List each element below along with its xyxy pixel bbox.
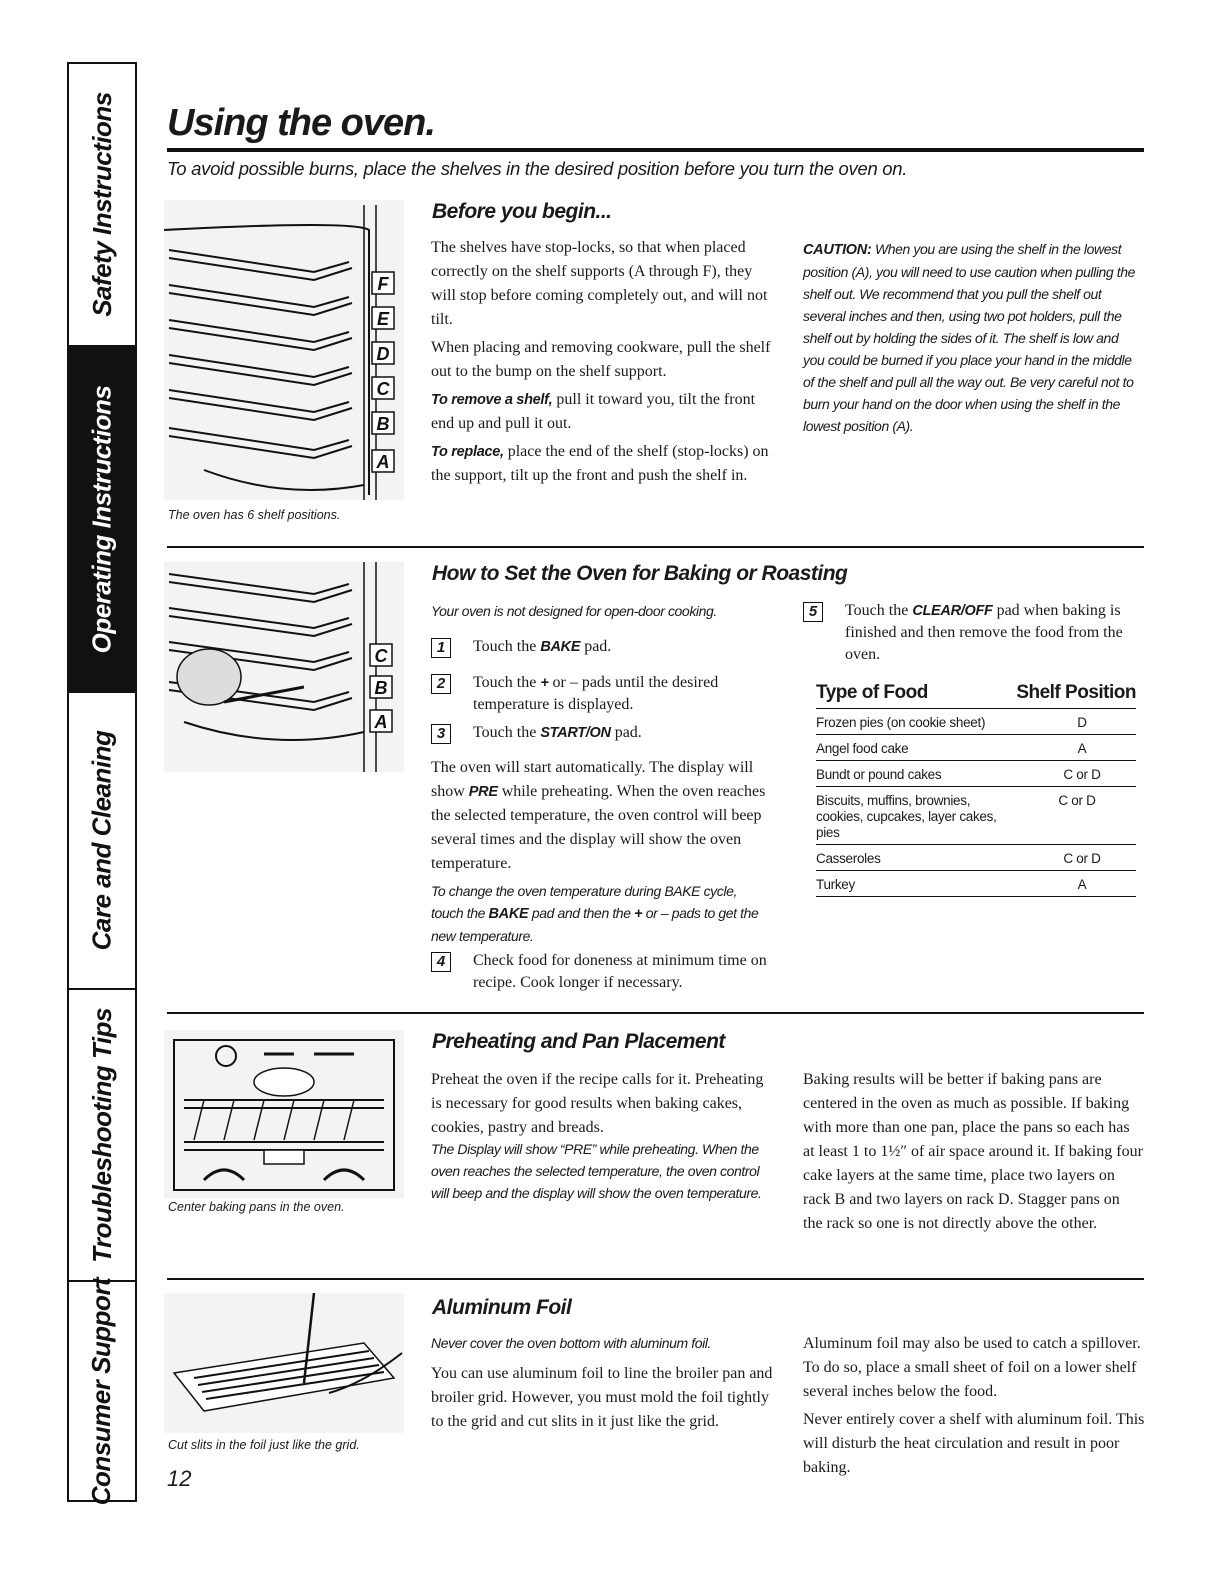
section-tab-bar <box>67 62 137 1505</box>
table-row: Biscuits, muffins, brownies, cookies, cupcakes, layer cakes, pies C or D <box>816 787 1136 845</box>
preheating-heading: Preheating and Pan Placement <box>432 1030 725 1053</box>
preheat-display-note: The Display will show “PRE” while preheating. When the oven reaches the selected temperature, the oven control will beep and the display will show the oven temperature. <box>431 1141 762 1201</box>
table-row: Turkey A <box>816 871 1136 897</box>
shelf-positions-caption: The oven has 6 shelf positions. <box>168 508 341 522</box>
shelf-label-c: C <box>376 379 390 399</box>
oven-shelves-illustration <box>164 200 404 500</box>
shelf-label-e: E <box>376 309 390 329</box>
title-rule <box>167 148 1144 152</box>
tab-consumer-support[interactable]: Consumer Support <box>86 1277 117 1505</box>
foil-grid-illustration <box>164 1293 404 1433</box>
preheating-text: Preheat the oven if the recipe calls for it. Preheating is necessary for good results when baking cakes, cookies, pastry and breads. <box>431 1071 764 1136</box>
shelf-label-d: D <box>376 344 390 364</box>
before-you-begin-heading: Before you begin... <box>432 200 612 223</box>
foil-warning: Never cover the oven bottom with aluminum foil. <box>431 1335 711 1351</box>
tab-safety-instructions[interactable]: Safety Instructions <box>69 64 135 347</box>
tab-operating-instructions[interactable]: Operating Instructions <box>69 347 135 693</box>
table-row: Frozen pies (on cookie sheet) D <box>816 709 1136 735</box>
shelf-label-a: A <box>374 712 388 732</box>
change-temp-note: To change the oven temperature during BAKE cycle, touch the BAKE pad and then the + or – pads to get the new temperature. <box>431 883 759 944</box>
pan-placement-illustration <box>164 1030 404 1198</box>
shelf-label-f: F <box>377 274 389 294</box>
page-subtitle: To avoid possible burns, place the shelves in the desired position before you turn the oven on. <box>167 158 908 179</box>
shelf-position-table <box>816 682 1136 897</box>
oven-baking-illustration <box>164 562 404 772</box>
pan-placement-text: Baking results will be better if baking pans are centered in the oven as much as possible. If baking with more than one pan, place the pans so each has at least 1 to 1½″ of air space around it. If baking four cake layers at the same time, place two layers on rack B and two layers on rack D. Stagger pans on the rack so one is not directly above the other. <box>803 1071 1143 1232</box>
auto-start-text: The oven will start automatically. The display will show PRE while preheating. When the oven reaches the selected temperature, the oven control will beep several times and the display will show the oven temperature. <box>431 759 766 872</box>
shelf-label-c: C <box>374 646 388 666</box>
before-you-begin-text: The shelves have stop-locks, so that when placed correctly on the shelf supports (A through F), they will stop before coming completely out, and will not tilt. When placing and removing cookware, pull the shelf out to the bump on the shelf support. To remove a shelf, pull it toward you, tilt the front end up and pull it out. To replace, place the end of the shelf (stop-locks) on the support, tilt up the front and push the shelf in. <box>431 239 771 484</box>
shelf-label-b: B <box>376 414 390 434</box>
table-row: Casseroles C or D <box>816 845 1136 871</box>
table-row: Bundt or pound cakes C or D <box>816 761 1136 787</box>
tab-care-and-cleaning[interactable]: Care and Cleaning <box>69 693 135 990</box>
foil-text: You can use aluminum foil to line the broiler pan and broiler grid. However, you must mold the foil tightly to the grid and cut slits in it just like the grid. <box>431 1365 773 1430</box>
aluminum-foil-heading: Aluminum Foil <box>432 1296 572 1319</box>
caution-note: CAUTION: When you are using the shelf in the lowest position (A), you will need to use caution when pulling the shelf out. We recommend that you pull the shelf out several inches and then, using two pot holders, pull the shelf out by holding the sides of it. The shelf is low and you could be burned if you place your hand in the middle of the shelf and pull all the way out. Be very careful not to burn your hand on the door when using the shelf in the lowest position (A). <box>803 241 1136 434</box>
section-divider <box>167 1012 1144 1014</box>
section-divider <box>167 1278 1144 1280</box>
table-row: Angel food cake A <box>816 735 1136 761</box>
section-divider <box>167 546 1144 548</box>
foil-caption: Cut slits in the foil just like the grid. <box>168 1438 360 1452</box>
baking-heading: How to Set the Oven for Baking or Roasting <box>432 562 848 585</box>
pan-placement-caption: Center baking pans in the oven. <box>168 1200 345 1214</box>
page-title: Using the oven. <box>167 102 435 144</box>
shelf-label-b: B <box>374 678 388 698</box>
page-number: 12 <box>167 1466 192 1491</box>
shelf-label-a: A <box>376 452 390 472</box>
open-door-note: Your oven is not designed for open-door cooking. <box>431 603 717 619</box>
tab-troubleshooting-tips[interactable]: Troubleshooting Tips <box>69 990 135 1282</box>
foil-spillover-text: Aluminum foil may also be used to catch a spillover. To do so, place a small sheet of foil on a lower shelf several inches below the food. Never entirely cover a shelf with aluminum foil. This will disturb the heat circulation and result in poor baking. <box>803 1335 1145 1476</box>
table-header: Type of Food Shelf Position <box>816 682 1136 709</box>
